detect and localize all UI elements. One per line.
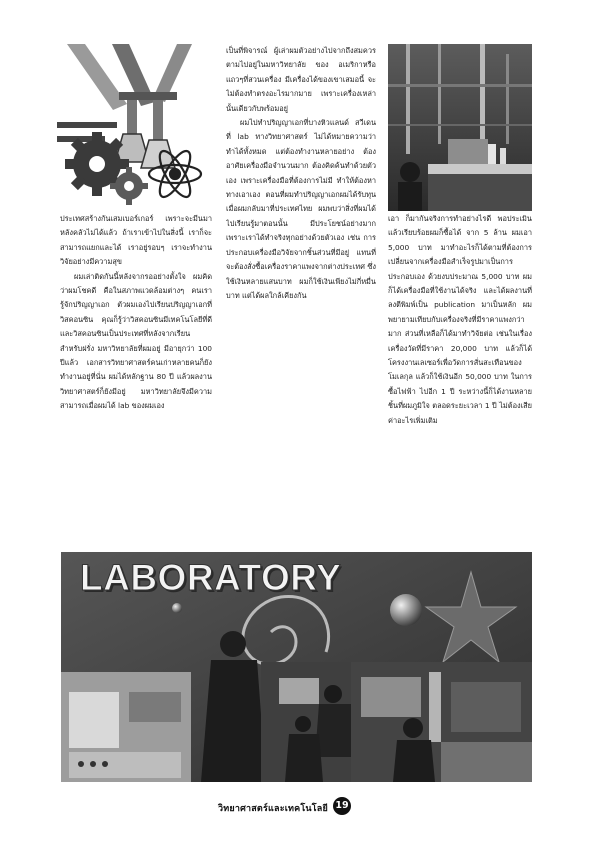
col2-paragraph-2: ผมไปทำปริญญาเอกที่บางหิวแลนด์ สวีเดนที่ lab ทางวิทยาศาสตร์ ไม่ได้หมายความว่าทำได้ทั้งหมด แต่ต้องทำงานหลายอย่าง ต้องอาศัยเครื่องมือจำนวนมาก ต้องคิดค้นทำด้วยตัวเอง เพราะเครื่องมือที่ต้องการไม่มี ทำให้ต้องหาทางเอาเอง ตอนที่ผมทำปริญญาเอกผมได้รับทุน เมื่อผมกลับมาที่ประเทศไทย ผมพบว่าสิ่งที่ผมได้ไปเรียนรู้มาตอนนั้น มีประโยชน์อย่างมาก เพราะเราได้ทำจริงทุกอย่างด้วยตัวเอง เช่น การประกอบเครื่องมือวิจัยจากชิ้นส่วนที่มีอยู่ แทนที่จะต้องสั่งซื้อเครื่องราคาแพงจากต่างประเทศ ซึ่งใช้เงินหลายแสนบาท ผมก็ใช้เงินเพียงไม่กี่หมื่นบาท แต่ได้ผลใกล้เคียงกัน	[226, 118, 376, 300]
col1-paragraph-1: ประเทศสร้างกันเสมเบอร์เกอร์ เพราะจะมีนมาหลังคลัวไม่ได้แล้ว ถ้าเราเข้าไปในสิ่งนี้ เราก็จะสามารถแยกและได้ เราอยู่รอบๆ เราจะทำงานวิจัยอย่างมีความสุข	[60, 214, 212, 267]
footer-magazine-name: วิทยาศาสตร์และเทคโนโลยี	[217, 804, 328, 814]
lab-photo-top-right	[388, 44, 532, 211]
article-column-1	[60, 212, 212, 540]
science-gears-illustration	[57, 44, 212, 207]
col2-paragraph-1: เป็นที่พิจารณ์ ผู้เล่าผมตัวอย่างไปจากถึงสมควรตามไปอยู่ในมหาวิทยาลัย ของ อเมริกาหรือแถวๆที่สวนเครื่อง มีเครื่องได้ของเขาเสมอนี้ จะไม่ต้องทำตรงอะไรมากมาย เพราะเครื่องเหล่านั้นเดียวกับพร้อมอยู่	[226, 46, 376, 113]
page-number: 19	[333, 797, 351, 815]
laboratory-banner-title: LABORATORY	[80, 557, 342, 598]
article-column-3	[388, 212, 532, 540]
col3-paragraph-1: เอา ก็มากันจริงการทำอย่างไรดี พอประเมินแล้วเรียบร้อยผมก็ซื้อได้ จาก 5 ล้าน ผมเอา 5,000 บาท มาทำอะไรก็ได้ตามที่ต้องการ เปลี่ยนจากเครื่องมือสำเร็จรูปมาเป็นการประกอบเอง ด้วยงบประมาณ 5,000 บาท ผมก็ได้เครื่องมือที่ใช้งานได้จริง และได้ผลงานที่ลงตีพิมพ์เป็น publication มาเป็นหลัก ผมพยายามเทียบกับเครื่องจริงที่มีราคาแพงกว่ามาก ส่วนที่เหลือก็ได้มาทำวิจัยต่อ เช่นในเรื่องเครื่องวัดที่มีราคา 20,000 บาท แล้วก็ได้โครงงานเลเซอร์เพื่อวัดการสั่นสะเทือนของโมเลกุล แล้วก็ใช้เงินอีก 50,000 บาท ในการซื้อไฟฟ้า ไปอีก 1 ปี ระหว่างนี้ก็ได้งานหลายชิ้นที่ผมภูมิใจ ตลอดระยะเวลา 1 ปี ไม่ต้องเสียค่าอะไรเพิ่มเติม	[388, 214, 532, 425]
col1-paragraph-2: ผมเล่าติดกันนี้หลังจากรออย่างตั้งใจ ผมคิดว่าผมโชคดี คือในสภาพแวดล้อมต่างๆ คนเรารู้จักปริญญาเอก ตัวผมเองไปเรียนปริญญาเอกที่วิสคอนซิน คุณก็รู้ว่าวิสคอนซินมีเทคโนโลยีที่ดี และวิสคอนซินเป็นประเทศที่หลังจากเรียน สำหรับฝรั่ง มหาวิทยาลัยที่ผมอยู่ มีอายุกว่า 100 ปีแล้ว เอกสารวิทยาศาสตร์คนเก่าหลายคนก็ยังทำงานอยู่ที่นั่น ผมได้หลักฐาน 80 ปี แล้วผลงานวิทยาศาสตร์ก็ยังมีอยู่ มหาวิทยาลัยจึงมีความสามารถเมื่อผมได้ lab ของผมเอง	[60, 271, 212, 411]
article-column-2	[226, 44, 376, 540]
